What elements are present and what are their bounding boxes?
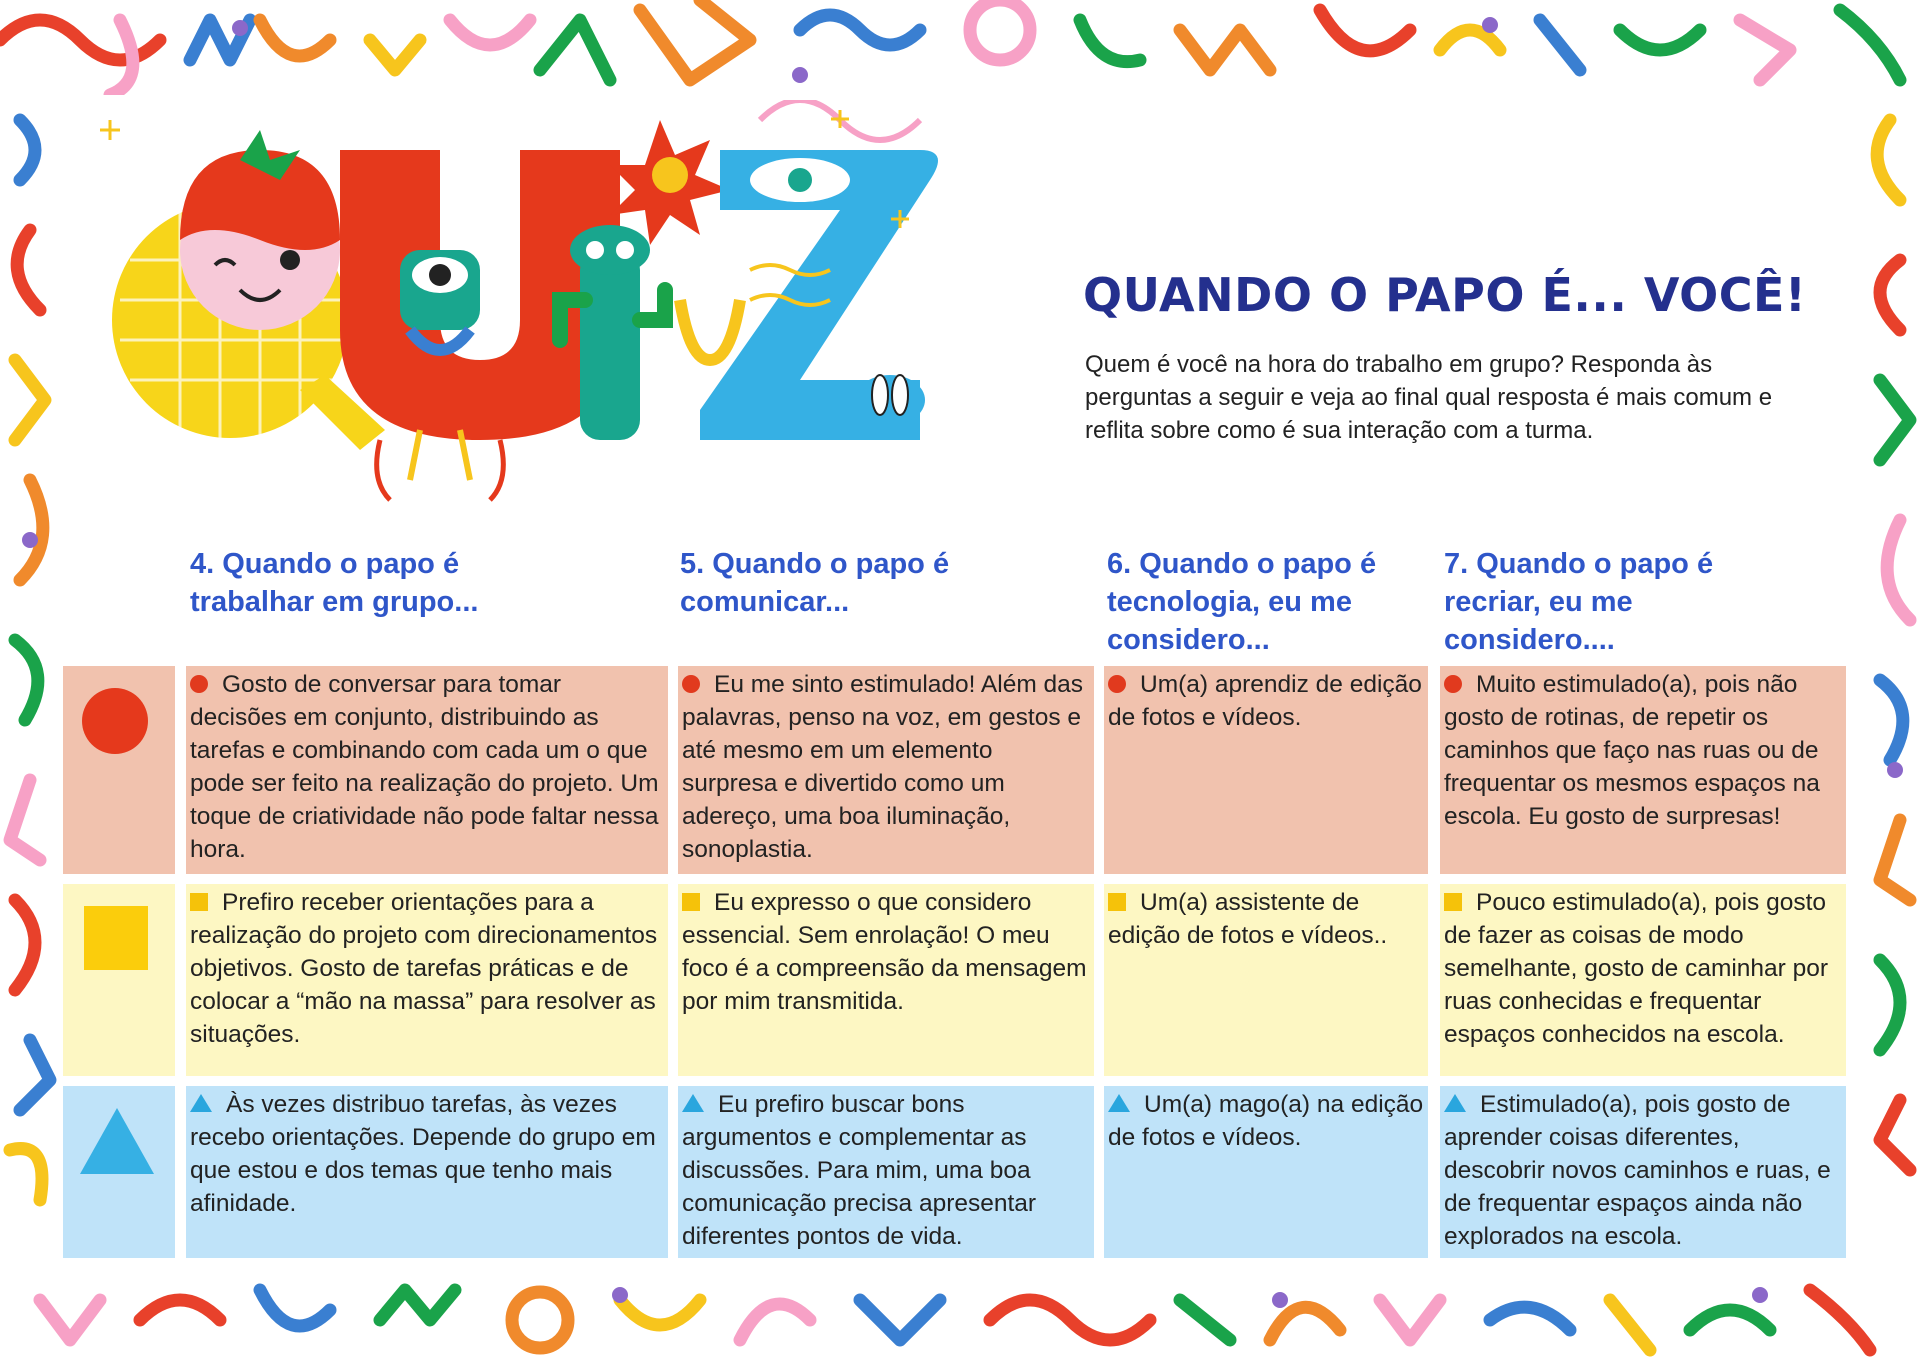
letter-u-icon — [340, 150, 620, 500]
yellow-square-bullet-icon — [682, 893, 700, 911]
yellow-square-bullet-icon — [1444, 893, 1462, 911]
page-title: QUANDO O PAPO É... VOCÊ! — [1083, 268, 1807, 322]
blue-triangle-bullet-icon — [1444, 1094, 1466, 1112]
blue-triangle-icon — [80, 1108, 154, 1174]
answer-cell — [678, 884, 1094, 1076]
answer-text: Eu expresso o que considero essencial. Sem enrolação! O meu foco é a compreensão da mensagem por mim transmitida. — [682, 889, 1087, 1015]
answer-text: Um(a) assistente de edição de fotos e vídeos.. — [1108, 889, 1388, 949]
answer-text: Um(a) mago(a) na edição de fotos e vídeos. — [1108, 1091, 1424, 1151]
answer-cell — [186, 1086, 668, 1258]
answer-text: Gosto de conversar para tomar decisões em conjunto, distribuindo as tarefas e combinando com cada um o que pode ser feito na realização do projeto. Um toque de criatividade não pode faltar nessa hora. — [190, 671, 659, 863]
blue-triangle-bullet-icon — [190, 1094, 212, 1112]
intro-text: Quem é você na hora do trabalho em grupo? Responda às perguntas a seguir e veja ao final qual resposta é mais comum e reflita sobre como é sua interação com a turma. — [1085, 351, 1773, 444]
answer-cell — [186, 884, 668, 1076]
answer-text: Um(a) aprendiz de edição de fotos e vídeos. — [1108, 671, 1422, 731]
yellow-square-icon — [84, 906, 148, 970]
answer-text: Eu prefiro buscar bons argumentos e complementar as discussões. Para mim, uma boa comunicação precisa apresentar diferentes pontos de vida. — [682, 1091, 1037, 1250]
answer-text: Estimulado(a), pois gosto de aprender coisas diferentes, descobrir novos caminhos e ruas, e de frequentar espaços ainda não explorados na escola. — [1444, 1091, 1831, 1250]
answer-cell — [1104, 884, 1428, 1076]
answer-text: Eu me sinto estimulado! Além das palavras, penso na voz, em gestos e até mesmo em um elemento surpresa e divertido como um adereço, uma boa iluminação, sonoplastia. — [682, 671, 1084, 863]
answer-text: Prefiro receber orientações para a realização do projeto com direcionamentos objetivos. Gosto de tarefas práticas e de colocar a “mão na massa” para resolver as situações. — [190, 889, 658, 1048]
red-circle-icon — [82, 688, 148, 754]
answer-text: Às vezes distribuo tarefas, às vezes recebo orientações. Depende do grupo em que estou e dos temas que tenho mais afinidade. — [190, 1091, 656, 1217]
question-heading-5: 5. Quando o papo é comunicar... — [680, 548, 950, 618]
answer-cell — [1440, 884, 1846, 1076]
answer-cell — [1440, 1086, 1846, 1258]
answer-text: Pouco estimulado(a), pois gosto de fazer as coisas de modo semelhante, gosto de caminhar por ruas conhecidas e frequentar espaços conhecidos na escola. — [1444, 889, 1829, 1048]
question-heading-7: 7. Quando o papo é recriar, eu me considero.... — [1444, 548, 1714, 656]
answer-cell — [1440, 666, 1846, 874]
answer-cell — [1104, 666, 1428, 874]
blue-triangle-bullet-icon — [1108, 1094, 1130, 1112]
red-circle-bullet-icon — [682, 675, 700, 693]
red-circle-bullet-icon — [1444, 675, 1462, 693]
yellow-square-bullet-icon — [1108, 893, 1126, 911]
yellow-square-bullet-icon — [190, 893, 208, 911]
answer-cell — [1104, 1086, 1428, 1258]
question-heading-4: 4. Quando o papo é trabalhar em grupo... — [190, 548, 479, 618]
answer-cell — [678, 1086, 1094, 1258]
red-circle-bullet-icon — [190, 675, 208, 693]
answer-cell — [186, 666, 668, 874]
blue-triangle-bullet-icon — [682, 1094, 704, 1112]
letter-z-icon — [700, 100, 938, 440]
answer-cell — [678, 666, 1094, 874]
question-heading-6: 6. Quando o papo é tecnologia, eu me considero... — [1107, 548, 1377, 656]
red-circle-bullet-icon — [1108, 675, 1126, 693]
quiz-logo-artwork — [100, 100, 1060, 520]
answer-text: Muito estimulado(a), pois não gosto de rotinas, de repetir os caminhos que faço nas ruas ou de frequentar os mesmos espaços na escola. Eu gosto de surpresas! — [1444, 671, 1820, 830]
